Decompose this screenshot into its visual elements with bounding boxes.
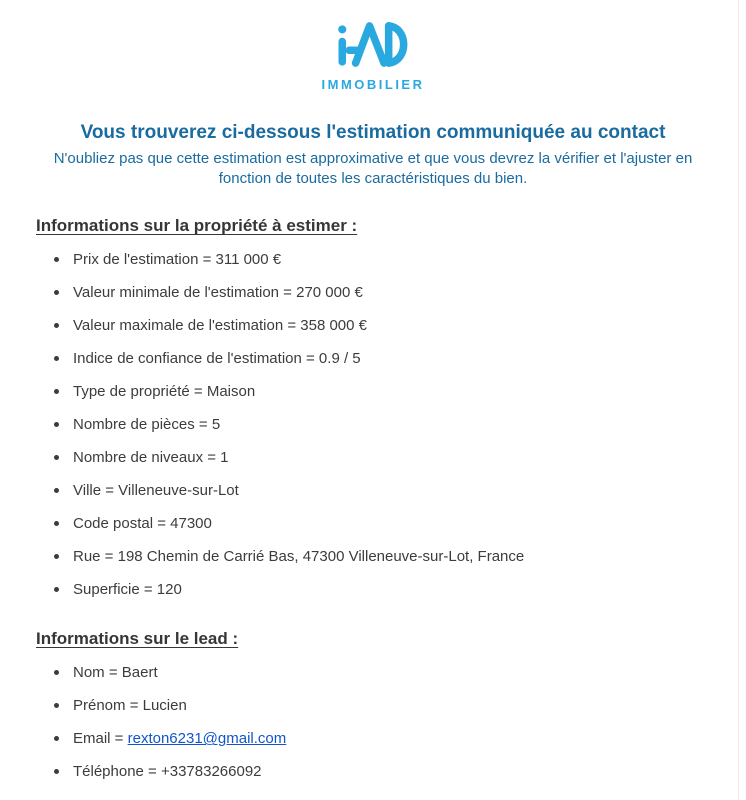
lead-list — [54, 664, 710, 780]
intro-subtitle: N'oubliez pas que cette estimation est approximative et que vous devrez la vérifier et l'ajuster en fonction de toutes les caractéristiques du bien. — [53, 149, 693, 188]
lead-item-nom: Nom = Baert — [54, 664, 710, 681]
lead-section-title: Informations sur le lead : — [36, 629, 239, 649]
lead-item-email — [54, 730, 710, 747]
property-item-ville: Ville = Villeneuve-sur-Lot — [54, 482, 710, 499]
viewport-edge-divider — [738, 0, 739, 800]
property-section-title: Informations sur la propriété à estimer : — [36, 216, 358, 236]
property-item-type: Type de propriété = Maison — [54, 383, 710, 400]
property-item-prix: Prix de l'estimation = 311 000 € — [54, 251, 710, 268]
intro-title: Vous trouverez ci-dessous l'estimation communiquée au contact — [80, 122, 666, 143]
property-section — [36, 216, 710, 598]
property-item-nombre-pieces: Nombre de pièces = 5 — [54, 416, 710, 433]
lead-email-label: Email = — [73, 730, 128, 748]
property-list — [54, 251, 710, 598]
logo-block — [36, 10, 710, 92]
property-item-valeur-minimale: Valeur minimale de l'estimation = 270 000 € — [54, 284, 710, 301]
logo-subtitle: IMMOBILIER — [321, 77, 425, 92]
property-item-indice-confiance: Indice de confiance de l'estimation = 0.9 / 5 — [54, 350, 710, 367]
property-item-valeur-maximale: Valeur maximale de l'estimation = 358 000 € — [54, 317, 710, 334]
property-item-rue: Rue = 198 Chemin de Carrié Bas, 47300 Villeneuve-sur-Lot, France — [54, 548, 710, 565]
property-item-nombre-niveaux: Nombre de niveaux = 1 — [54, 449, 710, 466]
lead-item-telephone: Téléphone = +33783266092 — [54, 763, 710, 780]
property-item-superficie: Superficie = 120 — [54, 581, 710, 598]
iad-logo-icon — [321, 12, 425, 70]
lead-email-link[interactable]: rexton6231@gmail.com — [127, 730, 287, 748]
property-item-code-postal: Code postal = 47300 — [54, 515, 710, 532]
lead-section — [36, 629, 710, 780]
lead-item-prenom: Prénom = Lucien — [54, 697, 710, 714]
